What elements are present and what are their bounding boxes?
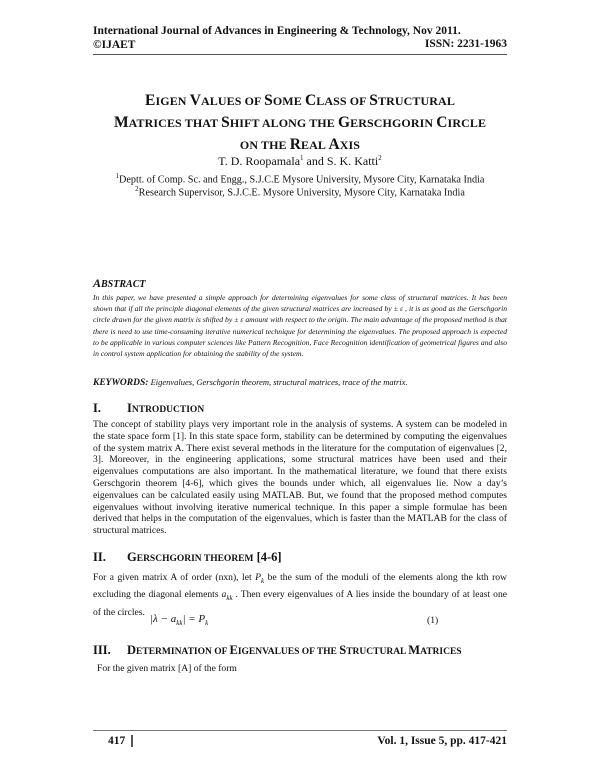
page-number: 417: [108, 735, 133, 747]
issn: ISSN: 2231-1963: [424, 38, 507, 50]
section-heading-gerschgorin: II. GERSCHGORIN THEOREM [4-6]: [93, 550, 282, 564]
journal-header: [93, 24, 461, 52]
affiliation-1: $^1$Deptt. of Comp. Sc. and Engg., S.J.C.E Mysore University, Mysore City, Karnataka India: [115, 172, 485, 186]
abstract-heading: ABSTRACT: [93, 276, 146, 290]
footer-rule: [93, 730, 507, 731]
introduction-body: The concept of stability plays very important role in the analysis of systems. A system can be modeled in the state space form [1]. In this state space form, stability can be determined by computing the eigenvalues of the system matrix A. There exist several methods in the literature for the computation of eigenvalues [2, 3]. Moreover, in the engineering applications, some structural matrices have been used and their eigenvalues computations are also important. In the mathematical literature, we found that there exists Gerschgorin theorem [4-6], which gives the bounds under which, all eigenvalues lie. Now a day’s eigenvalues can be calculated easily using MATLAB. But, we found that the proposed method computes eigenvalues without involving iterative numerical technique. In this paper a simple formulae has been derived that helps in the computation of the eigenvalues, which is faster than the MATLAB for the class of structural matrices.: [93, 419, 507, 537]
abstract-body: In this paper, we have presented a simple approach for determining eigenvalues for some class of structural matrices. It has been shown that if all the principle diagonal elements of the given structural matrices are increased by ± ε , it is as good as the Gerschgorin circle drawn for the given matrix is shifted by ± ε amount with respect to the origin. The main advantage of the proposed method is that there is need to use time-consuming iterative numerical technique for determining the eigenvalues. The proposed approach is expected to be applicable in various computer sciences like Pattern Recognition, Face Recognition identification of geometrical figures and also in control system application for obtaining the stability of the system.: [93, 293, 507, 359]
affiliation-2: $^2$Research Supervisor, S.J.C.E. Mysore University, Mysore City, Karnataka India: [135, 185, 465, 199]
header-rule: [93, 54, 507, 55]
keywords: KEYWORDS: Eigenvalues, Gerschgorin theorem, structural matrices, trace of the matrix.: [93, 377, 408, 388]
section-heading-determination: III. DETERMINATION OF EIGENVALUES OF THE STRUCTURAL MATRICES: [93, 643, 462, 657]
volume-info: Vol. 1, Issue 5, pp. 417-421: [377, 735, 507, 747]
gerschgorin-body: For a given matrix A of order (nxn), let $P_k$ be the sum of the moduli of the elements along the kth row excluding the diagonal elements $a_{kk}$ . Then every eigenvalues of A lies inside the boundary of at least one of the circles.: [93, 572, 507, 618]
determination-body: For the given matrix [A] of the form: [97, 663, 237, 674]
equation-1-number: (1): [427, 615, 439, 626]
copyright: ©IJAET: [93, 39, 136, 51]
authors: T. D. Roopamala$^1$ and S. K. Katti$^2$: [218, 154, 382, 168]
paper-title: EIGEN VALUES OF SOME CLASS OF STRUCTURAL MATRICES THAT SHIFT ALONG THE GERSCHGORIN CIRCLE ON THE REAL AXIS: [113, 92, 487, 153]
author-2: S. K. Katti: [326, 154, 379, 168]
journal-name: International Journal of Advances in Engineering & Technology, Nov 2011.: [93, 25, 461, 37]
section-heading-introduction: I. INTRODUCTION: [93, 401, 205, 415]
author-1: T. D. Roopamala: [218, 154, 301, 168]
equation-1: $|\lambda - a_{kk}| = P_k$: [150, 613, 209, 628]
